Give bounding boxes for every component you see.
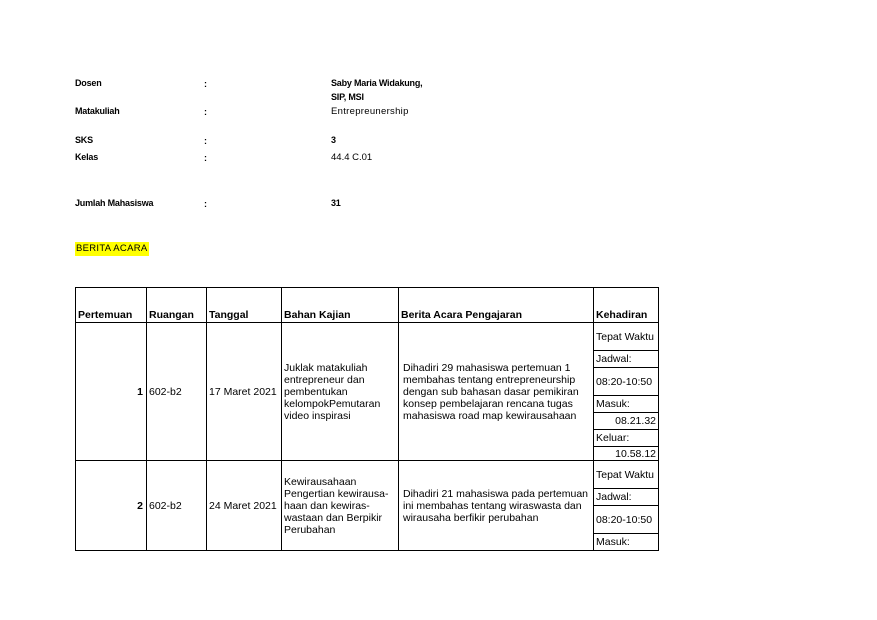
sks-colon: :	[204, 136, 207, 146]
row2-tanggal: 24 Maret 2021	[207, 461, 282, 551]
header-berita-acara-pengajaran: Berita Acara Pengajaran	[399, 288, 594, 323]
row2-kehadiran-status: Tepat Waktu	[594, 461, 659, 489]
header-bahan-kajian: Bahan Kajian	[282, 288, 399, 323]
row2-masuk-label: Masuk:	[594, 534, 659, 551]
row1-jadwal-label: Jadwal:	[594, 351, 659, 368]
row1-masuk-value: 08.21.32	[594, 413, 659, 430]
section-title-berita-acara: BERITA ACARA	[76, 243, 148, 254]
dosen-value-line1: Saby Maria Widakung,	[331, 78, 423, 88]
dosen-colon: :	[204, 79, 207, 89]
row1-kehadiran-status: Tepat Waktu	[594, 323, 659, 351]
row1-tanggal: 17 Maret 2021	[207, 323, 282, 461]
row2-bahan-kajian: Kewirausahaan Pengertian kewirausa-haan dan kewiras-wastaan dan Berpikir Perubahan	[282, 461, 399, 551]
table-row	[76, 461, 659, 489]
dosen-value-line2: SIP, MSI	[331, 92, 364, 102]
jumlah-mahasiswa-label: Jumlah Mahasiswa	[75, 198, 154, 208]
table-row	[76, 323, 659, 351]
kelas-value: 44.4 C.01	[331, 152, 373, 163]
row1-bahan-kajian: Juklak matakuliah entrepreneur dan pembentukan kelompokPemutaran video inspirasi	[282, 323, 399, 461]
header-ruangan: Ruangan	[147, 288, 207, 323]
row1-keluar-value: 10.58.12	[594, 447, 659, 461]
kelas-colon: :	[204, 153, 207, 163]
header-pertemuan: Pertemuan	[76, 288, 147, 323]
matakuliah-colon: :	[204, 107, 207, 117]
row1-pertemuan: 1	[76, 323, 147, 461]
jumlah-mahasiswa-value: 31	[331, 198, 341, 208]
row2-ruangan: 602-b2	[147, 461, 207, 551]
header-tanggal: Tanggal	[207, 288, 282, 323]
matakuliah-value: Entrepreunership	[331, 106, 409, 117]
row1-keluar-label: Keluar:	[594, 430, 659, 447]
kelas-label: Kelas	[75, 152, 99, 162]
row1-masuk-label: Masuk:	[594, 396, 659, 413]
row2-berita-acara: Dihadiri 21 mahasiswa pada pertemuan ini membahas tentang wiraswasta dan wirausaha berfikir perubahan	[399, 461, 594, 551]
row2-jadwal-value: 08:20-10:50	[594, 506, 659, 534]
row2-pertemuan: 2	[76, 461, 147, 551]
row1-jadwal-value: 08:20-10:50	[594, 368, 659, 396]
jumlah-mahasiswa-colon: :	[204, 199, 207, 209]
row2-jadwal-label: Jadwal:	[594, 489, 659, 506]
row1-ruangan: 602-b2	[147, 323, 207, 461]
berita-acara-table	[75, 287, 659, 551]
dosen-label: Dosen	[75, 78, 102, 88]
table-header-row	[76, 288, 659, 323]
row1-berita-acara: Dihadiri 29 mahasiswa pertemuan 1 membahas tentang entrepreneurship dengan sub bahasan dasar pemikiran konsep pembelajaran rencana tugas mahasiswa road map kewirausahaan	[399, 323, 594, 461]
header-kehadiran: Kehadiran	[594, 288, 659, 323]
sks-value: 3	[331, 135, 336, 145]
sks-label: SKS	[75, 135, 93, 145]
matakuliah-label: Matakuliah	[75, 106, 120, 116]
